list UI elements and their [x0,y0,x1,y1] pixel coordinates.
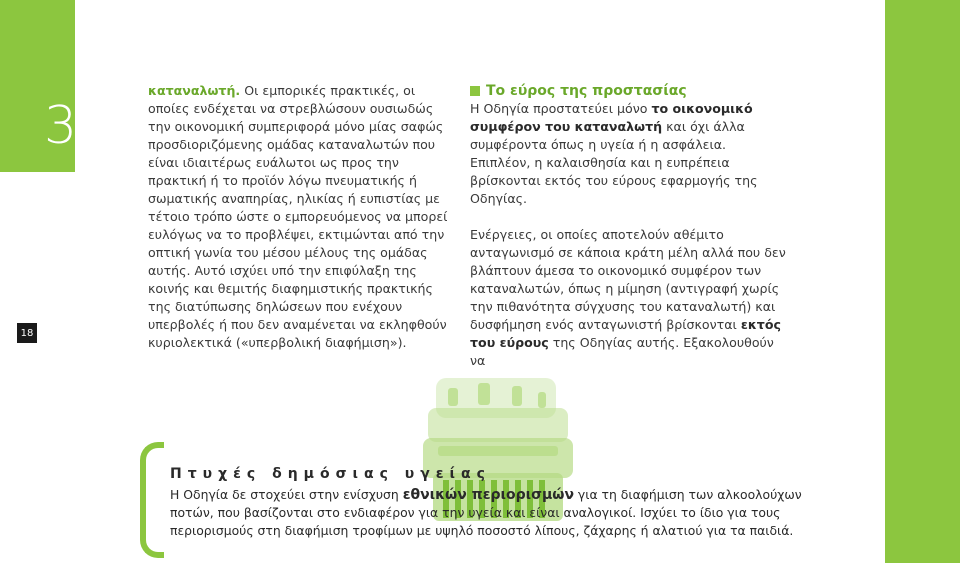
box-text-a: Η Οδηγία δε στοχεύει στην ενίσχυση [170,487,403,502]
left-paragraph [148,82,448,352]
box-title: Πτυχές δημόσιας υγείας [170,466,491,482]
box-text [170,486,840,540]
lead-bold-word: καταναλωτή. [148,83,241,98]
page-number: 18 [17,323,37,343]
section-heading [470,82,790,100]
square-bullet-icon [470,86,480,96]
box-text-emphasis: εθνικών περιορισμών [402,487,574,503]
section-heading-text: Το εύρος της προστασίας [486,83,687,99]
p2-text-a: Ενέργειες, οι οποίες αποτελούν αθέμιτο ανταγωνισμό σε κάποια κράτη μέλη αλλά που δεν βλάπτουν άμεσα το οικονομικό συμφέρον των καταναλωτών, όπως η μίμηση (αντιγραφή χωρίς την πιθανότητα σύγχυσης του καταναλωτή) και δυσφήμηση ενός ανταγωνιστή βρίσκονται [470,227,786,332]
chapter-tab [0,0,78,172]
p1-text-c: και όχι άλλα συμφέροντα όπως η υγεία ή η ασφάλεια. Επιπλέον, η καλαισθησία και η ευπρέπεια βρίσκονται εκτός του εύρους εφαρμογής της Οδηγίας. [470,119,758,206]
p1-text-bold: το οικονομικό συμφέρον του καταναλωτή [470,101,753,134]
right-paragraph-1 [470,100,790,208]
right-paragraph-2 [470,226,790,370]
p1-text-a: Η Οδηγία προστατεύει μόνο [470,101,652,116]
decorative-side-band [885,0,960,563]
right-text-column [470,82,790,370]
left-paragraph-text: Οι εμπορικές πρακτικές, οι οποίες ενδέχεται να στρεβλώσουν ουσιωδώς την οικονομική συμπεριφορά μόνο μίας σαφώς προσδιοριζόμενης ομάδας καταναλωτών που είναι ιδιαιτέρως ευάλωτοι ως προς την πρακτική ή το προϊόν λόγω πνευματικής ή σωματικής αναπηρίας, ηλικίας ή ευπιστίας με τέτοιο τρόπο ώστε ο εμπορευόμενος να μπορεί ευλόγως να το προβλέψει, εκτιμώνται από την οπτική γωνία του μέσου μέλους της ομάδας αυτής. Αυτό ισχύει υπό την επιφύλαξη της κοινής και θεμιτής διαφημιστικής πρακτικής της διατύπωσης δηλώσεων που ενέχουν υπερβολές ή που δεν αναμένεται να εκληφθούν κυριολεκτικά («υπερβολική διαφήμιση»). [148,83,448,350]
box-text-b: για τη διαφήμιση των αλκοολούχων ποτών, που βασίζονται στο ενδιαφέρον για την υγεία και είναι αναλογικοί. Ισχύει το ίδιο για τους περιορισμούς στη διαφήμιση τροφίμων με υψηλό ποσοστό λίπους, ζάχαρης ή αλατιού για τα παιδιά. [170,487,802,538]
left-text-column [148,82,448,352]
box-bracket [140,442,164,558]
p2-text-bold: εκτός του εύρους [470,317,781,350]
chapter-number: 3 [44,96,78,156]
p2-text-c: της Οδηγίας αυτής. Εξακολουθούν να [470,335,774,368]
